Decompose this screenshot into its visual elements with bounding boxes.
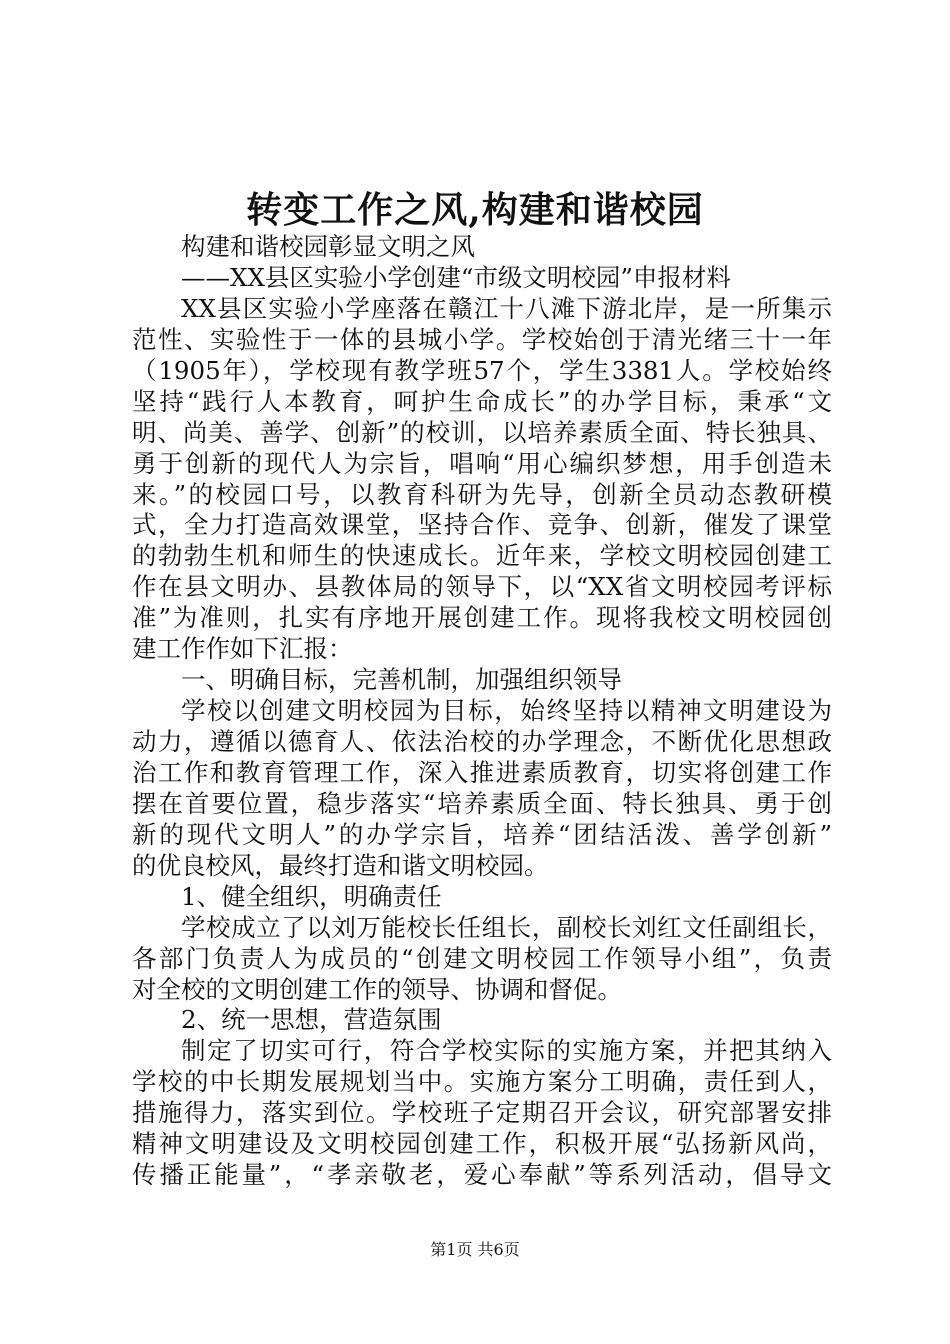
- paragraph-line: 准”为准则，扎实有序地开展创建工作。现将我校文明校园创: [132, 603, 832, 633]
- paragraph-line: 的勃勃生机和师生的快速成长。近年来，学校文明校园创建工: [132, 541, 832, 571]
- paragraph-line: 措施得力，落实到位。学校班子定期召开会议，研究部署安排: [132, 1098, 832, 1128]
- paragraph-line: 坚持“践行人本教育，呵护生命成长”的办学目标，秉承“文: [132, 386, 832, 416]
- paragraph-line: 建工作作如下汇报：: [132, 634, 353, 664]
- paragraph-line: 的优良校风，最终打造和谐文明校园。: [132, 850, 549, 880]
- paragraph-line: 学校成立了以刘万能校长任组长，副校长刘红文任副组长，: [181, 912, 832, 942]
- paragraph-line: （1905年），学校现有教学班57个，学生3381人。学校始终: [132, 355, 832, 385]
- paragraph-line: 范性、实验性于一体的县城小学。学校始创于清光绪三十一年: [132, 324, 832, 354]
- paragraph-line: 制定了切实可行，符合学校实际的实施方案，并把其纳入: [181, 1036, 832, 1066]
- subtitle-line: ——XX县区实验小学创建“市级文明校园”申报材料: [181, 262, 731, 292]
- paragraph-line: 各部门负责人为成员的“创建文明校园工作领导小组”，负责: [132, 943, 832, 973]
- paragraph-line: 动力，遵循以德育人、依法治校的办学理念，不断优化思想政: [132, 727, 832, 756]
- document-title: 转变工作之风,构建和谐校园: [246, 189, 704, 231]
- paragraph-line: 来。”的校园口号，以教育科研为先导，创新全员动态教研模: [132, 479, 832, 509]
- paragraph-line: 对全校的文明创建工作的领导、协调和督促。: [132, 974, 622, 1004]
- document-body: [132, 232, 832, 1191]
- subsection-heading: 1、健全组织，明确责任: [181, 881, 442, 911]
- paragraph-line: 学校的中长期发展规划当中。实施方案分工明确，责任到人，: [132, 1067, 832, 1097]
- paragraph-line: 精神文明建设及文明校园创建工作，积极开展“弘扬新风尚，: [132, 1129, 832, 1159]
- section-heading: 一、明确目标，完善机制，加强组织领导: [181, 665, 622, 695]
- paragraph-line: XX县区实验小学座落在赣江十八滩下游北岸，是一所集示: [181, 293, 832, 323]
- paragraph-line: 传播正能量”，“孝亲敬老，爱心奉献”等系列活动，倡导文: [132, 1160, 832, 1190]
- paragraph-line: 式，全力打造高效课堂，坚持合作、竞争、创新，催发了课堂: [132, 510, 832, 540]
- subtitle-line: 构建和谐校园彰显文明之风: [181, 232, 475, 261]
- paragraph-line: 学校以创建文明校园为目标，始终坚持以精神文明建设为: [181, 696, 832, 726]
- paragraph-line: 摆在首要位置，稳步落实“培养素质全面、特长独具、勇于创: [132, 788, 832, 818]
- page-number: 第1页 共6页: [430, 1240, 520, 1259]
- paragraph-line: 明、尚美、善学、创新”的校训，以培养素质全面、特长独具、: [132, 417, 832, 447]
- paragraph-line: 勇于创新的现代人为宗旨，唱响“用心编织梦想，用手创造未: [132, 448, 832, 478]
- subsection-heading: 2、统一思想，营造氛围: [181, 1005, 442, 1035]
- paragraph-line: 新的现代文明人”的办学宗旨，培养“团结活泼、善学创新”: [132, 819, 832, 849]
- paragraph-line: 治工作和教育管理工作，深入推进素质教育，切实将创建工作: [132, 757, 832, 787]
- paragraph-line: 作在县文明办、县教体局的领导下，以“XX省文明校园考评标: [132, 572, 832, 602]
